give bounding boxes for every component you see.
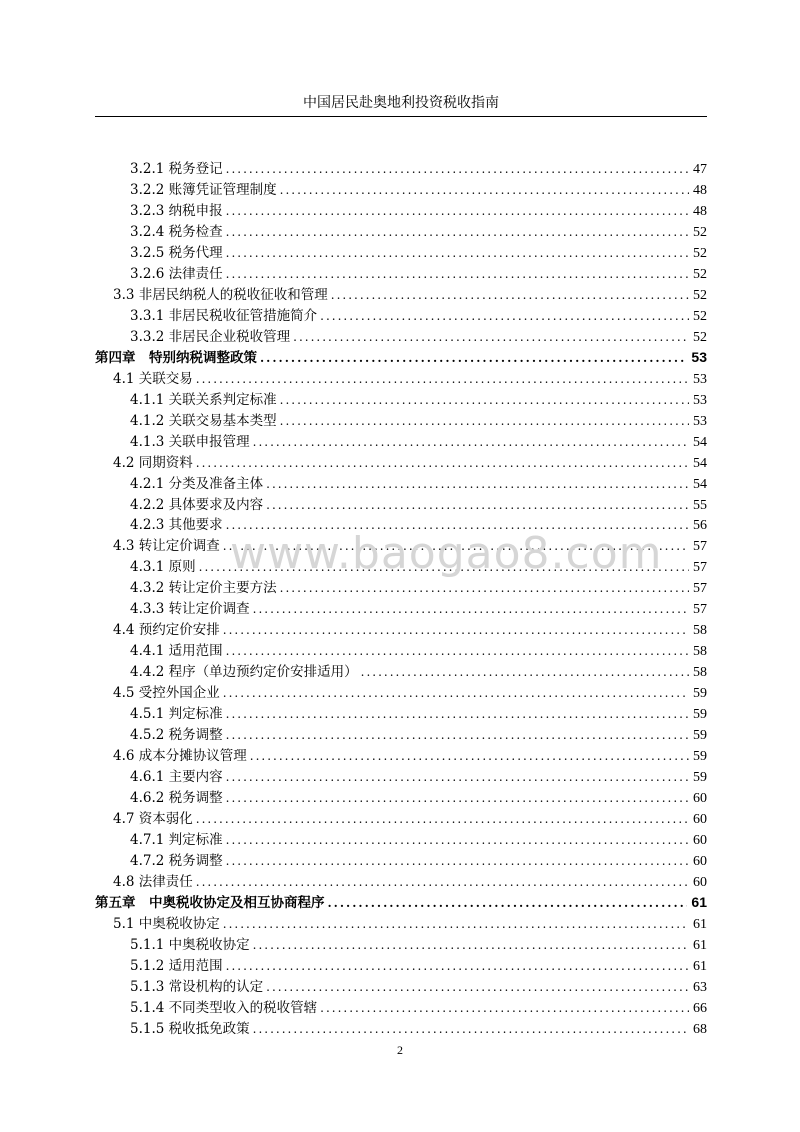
toc-entry-page: 61: [693, 937, 707, 953]
toc-entry-page: 48: [693, 182, 707, 198]
toc-leader-dots: [226, 854, 689, 868]
toc-entry-page: 59: [693, 686, 707, 702]
toc-entry[interactable]: [95, 388, 707, 409]
toc-entry-label: 5.1.3 常设机构的认定: [130, 978, 264, 995]
toc-entry-label: 4.2.3 其他要求: [130, 517, 223, 534]
toc-leader-dots: [293, 330, 689, 344]
toc-entry-page: 58: [693, 623, 707, 639]
toc-entry[interactable]: [95, 891, 707, 912]
toc-entry-page: 54: [693, 476, 707, 492]
toc-entry[interactable]: [95, 346, 707, 367]
toc-entry-label: 4.7 资本弱化: [113, 811, 193, 828]
toc-entry-label: 4.7.2 税务调整: [130, 852, 223, 869]
toc-leader-dots: [253, 1022, 689, 1036]
toc-entry-page: 52: [693, 308, 707, 324]
toc-leader-dots: [260, 351, 687, 365]
toc-entry[interactable]: [95, 702, 707, 723]
toc-leader-dots: [196, 372, 689, 386]
toc-entry-page: 66: [693, 1000, 707, 1016]
toc-entry[interactable]: [95, 178, 707, 199]
toc-leader-dots: [280, 414, 689, 428]
page-number: 2: [397, 1043, 403, 1057]
toc-entry[interactable]: [95, 157, 707, 178]
toc-entry[interactable]: [95, 472, 707, 493]
toc-entry[interactable]: [95, 451, 707, 472]
toc-entry-page: 55: [693, 497, 707, 513]
toc-leader-dots: [331, 288, 689, 302]
toc-entry[interactable]: [95, 1017, 707, 1038]
toc-entry-label: 第五章 中奥税收协定及相互协商程序: [95, 894, 325, 911]
toc-entry-page: 52: [693, 287, 707, 303]
toc-leader-dots: [223, 917, 689, 931]
toc-entry-page: 53: [693, 371, 707, 387]
toc-entry-page: 54: [693, 434, 707, 450]
header-divider: [95, 116, 707, 117]
toc-entry[interactable]: [95, 660, 707, 681]
toc-leader-dots: [280, 581, 689, 595]
toc-entry-page: 61: [691, 893, 707, 910]
toc-entry-label: 4.1.3 关联申报管理: [130, 433, 250, 450]
toc-entry[interactable]: [95, 409, 707, 430]
toc-leader-dots: [280, 183, 689, 197]
toc-entry-page: 59: [693, 770, 707, 786]
toc-entry-label: 4.4 预约定价安排: [113, 622, 220, 639]
toc-entry-label: 4.3.1 原则: [130, 559, 196, 576]
toc-entry-label: 3.2.6 法律责任: [130, 265, 223, 282]
toc-leader-dots: [226, 959, 689, 973]
toc-entry-label: 3.2.5 税务代理: [130, 244, 223, 261]
toc-entry[interactable]: [95, 241, 707, 262]
toc-leader-dots: [226, 728, 689, 742]
table-of-contents: [95, 157, 707, 1038]
toc-entry-page: 52: [693, 245, 707, 261]
toc-entry[interactable]: [95, 325, 707, 346]
toc-leader-dots: [226, 833, 689, 847]
toc-entry-label: 3.3.1 非居民税收征管措施简介: [130, 307, 318, 324]
toc-entry[interactable]: [95, 807, 707, 828]
toc-entry-label: 3.2.4 税务检查: [130, 223, 223, 240]
toc-entry[interactable]: [95, 493, 707, 514]
toc-leader-dots: [280, 393, 689, 407]
toc-leader-dots: [266, 477, 689, 491]
toc-leader-dots: [266, 498, 689, 512]
toc-leader-dots: [250, 749, 689, 763]
toc-entry-label: 5.1.1 中奥税收协定: [130, 936, 250, 953]
toc-entry[interactable]: [95, 975, 707, 996]
toc-entry-page: 57: [693, 602, 707, 618]
toc-entry[interactable]: [95, 723, 707, 744]
toc-leader-dots: [196, 875, 689, 889]
toc-entry-label: 3.2.1 税务登记: [130, 161, 223, 177]
toc-entry-label: 5.1.4 不同类型收入的税收管辖: [130, 999, 318, 1016]
toc-entry-label: 4.8 法律责任: [113, 873, 193, 890]
toc-entry-page: 57: [693, 581, 707, 597]
toc-leader-dots: [196, 812, 689, 826]
toc-leader-dots: [226, 225, 689, 239]
toc-entry-label: 4.6.2 税务调整: [130, 790, 223, 807]
toc-entry-label: 4.1.1 关联关系判定标准: [130, 391, 277, 408]
toc-entry[interactable]: [95, 430, 707, 451]
toc-leader-dots: [226, 707, 689, 721]
toc-leader-dots: [253, 602, 689, 616]
toc-leader-dots: [226, 791, 689, 805]
toc-leader-dots: [320, 1001, 689, 1015]
watermark-text: www.baogao8.com: [230, 528, 663, 579]
toc-entry-page: 52: [693, 224, 707, 240]
toc-leader-dots: [226, 770, 689, 784]
toc-entry-label: 4.5 受控外国企业: [113, 685, 220, 702]
toc-entry-label: 3.3.2 非居民企业税收管理: [130, 328, 291, 345]
toc-entry-label: 4.4.2 程序（单边预约定价安排适用）: [130, 664, 358, 681]
toc-entry-label: 3.2.2 账簿凭证管理制度: [130, 181, 277, 198]
toc-entry-label: 4.5.1 判定标准: [130, 706, 223, 723]
toc-entry-page: 58: [693, 644, 707, 660]
toc-entry-page: 53: [691, 348, 707, 365]
toc-entry-page: 63: [693, 979, 707, 995]
toc-entry[interactable]: [95, 828, 707, 849]
toc-leader-dots: [226, 644, 689, 658]
toc-entry[interactable]: [95, 304, 707, 325]
toc-entry-label: 5.1.2 适用范围: [130, 957, 223, 974]
toc-entry[interactable]: [95, 199, 707, 220]
toc-entry-page: 68: [693, 1021, 707, 1037]
toc-leader-dots: [226, 246, 689, 260]
toc-entry[interactable]: [95, 220, 707, 241]
toc-entry-label: 4.2.2 具体要求及内容: [130, 496, 264, 513]
toc-entry-label: 4.1.2 关联交易基本类型: [130, 412, 277, 429]
toc-entry-label: 5.1 中奥税收协定: [113, 915, 220, 932]
toc-entry-label: 4.6 成本分摊协议管理: [113, 748, 247, 765]
toc-entry-page: 57: [693, 539, 707, 555]
toc-entry-label: 4.3.2 转让定价主要方法: [130, 580, 277, 597]
toc-entry[interactable]: [95, 954, 707, 975]
toc-leader-dots: [196, 456, 689, 470]
toc-entry[interactable]: [95, 870, 707, 891]
toc-entry[interactable]: [95, 618, 707, 639]
toc-entry[interactable]: [95, 786, 707, 807]
toc-entry-label: 4.7.1 判定标准: [130, 832, 223, 848]
toc-entry-page: 53: [693, 392, 707, 408]
toc-entry[interactable]: [95, 765, 707, 786]
toc-entry-page: 56: [693, 518, 707, 534]
toc-entry-label: 4.1 关联交易: [113, 370, 193, 387]
toc-entry[interactable]: [95, 597, 707, 618]
toc-entry-page: 57: [693, 560, 707, 576]
toc-entry[interactable]: [95, 996, 707, 1017]
toc-entry-page: 59: [693, 707, 707, 723]
toc-entry-page: 60: [693, 853, 707, 869]
toc-entry-page: 47: [693, 162, 707, 177]
toc-leader-dots: [320, 309, 689, 323]
toc-entry-page: 61: [693, 958, 707, 974]
toc-entry-label: 4.2.1 分类及准备主体: [130, 475, 264, 492]
toc-entry-page: 60: [693, 791, 707, 807]
toc-entry-page: 59: [693, 728, 707, 744]
toc-entry[interactable]: [95, 262, 707, 283]
toc-leader-dots: [253, 938, 689, 952]
toc-entry-label: 4.3.3 转让定价调查: [130, 601, 250, 618]
toc-entry-page: 54: [693, 455, 707, 471]
toc-entry-label: 4.6.1 主要内容: [130, 769, 223, 786]
toc-entry[interactable]: [95, 744, 707, 765]
toc-entry-page: 59: [693, 749, 707, 765]
toc-entry-page: 58: [693, 665, 707, 681]
toc-leader-dots: [223, 623, 689, 637]
toc-entry-label: 3.3 非居民纳税人的税收征收和管理: [113, 286, 328, 303]
toc-entry-page: 52: [693, 329, 707, 345]
toc-entry-label: 4.2 同期资料: [113, 454, 193, 471]
toc-entry[interactable]: [95, 912, 707, 933]
toc-leader-dots: [226, 162, 689, 176]
toc-leader-dots: [361, 665, 689, 679]
toc-entry-page: 60: [693, 833, 707, 848]
toc-entry[interactable]: [95, 681, 707, 702]
toc-leader-dots: [223, 686, 689, 700]
toc-entry[interactable]: [95, 367, 707, 388]
toc-entry-label: 4.4.1 适用范围: [130, 643, 223, 660]
toc-entry-page: 60: [693, 812, 707, 828]
toc-entry-label: 4.3 转让定价调查: [113, 538, 220, 555]
toc-entry[interactable]: [95, 283, 707, 304]
toc-entry-page: 52: [693, 266, 707, 282]
toc-leader-dots: [266, 980, 689, 994]
toc-entry-label: 5.1.5 税收抵免政策: [130, 1020, 250, 1037]
toc-leader-dots: [226, 267, 689, 281]
toc-entry-label: 4.5.2 税务调整: [130, 727, 223, 744]
toc-entry[interactable]: [95, 849, 707, 870]
toc-entry[interactable]: [95, 576, 707, 597]
toc-entry-label: 第四章 特别纳税调整政策: [95, 349, 257, 366]
page-header-title: 中国居民赴奥地利投资税收指南: [303, 95, 499, 111]
toc-entry-page: 53: [693, 413, 707, 429]
toc-entry-page: 48: [693, 203, 707, 219]
toc-entry-page: 61: [693, 916, 707, 932]
toc-entry[interactable]: [95, 933, 707, 954]
toc-entry-label: 3.2.3 纳税申报: [130, 202, 223, 219]
toc-leader-dots: [253, 435, 689, 449]
toc-entry[interactable]: [95, 639, 707, 660]
toc-leader-dots: [226, 204, 689, 218]
toc-entry-page: 60: [693, 874, 707, 890]
toc-leader-dots: [328, 896, 688, 910]
